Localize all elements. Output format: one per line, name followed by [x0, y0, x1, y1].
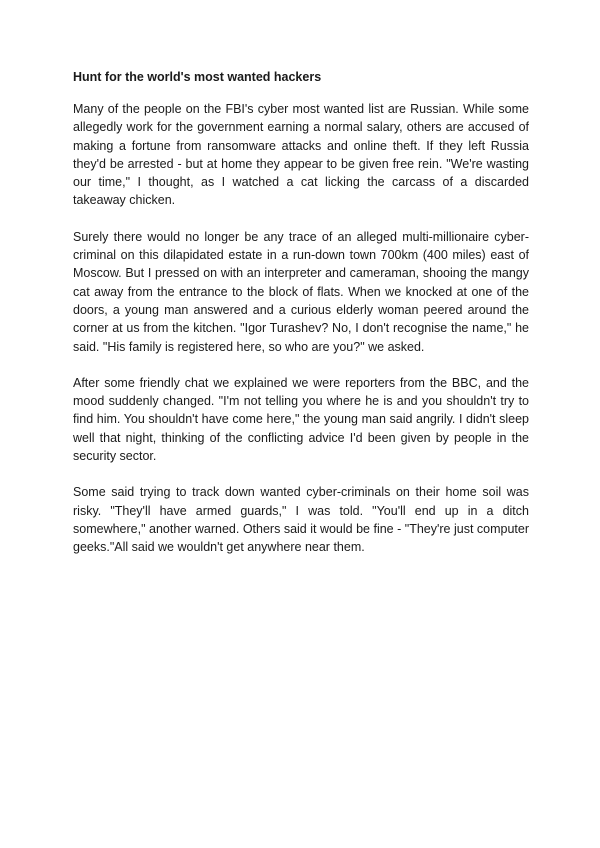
paragraph-4: Some said trying to track down wanted cyber-criminals on their home soil was risky. "They'll have armed guards," I was told. "You'll end up in a ditch somewhere," another warned. Others said it would be fine - "They're just computer geeks."All said we wouldn't get anywhere near them.: [73, 485, 529, 555]
paragraph-3: After some friendly chat we explained we were reporters from the BBC, and the mood suddenly changed. "I'm not telling you where he is and you shouldn't try to find him. You shouldn't have come here," the young man said angrily. I didn't sleep well that night, thinking of the conflicting advice I'd been given by people in the security sector.: [73, 375, 529, 464]
paragraph-1: Many of the people on the FBI's cyber most wanted list are Russian. While some allegedly work for the government earning a normal salary, others are accused of making a fortune from ransomware attacks and online theft. If they left Russia they'd be arrested - but at home they appear to be given free rein. "We're wasting our time," I thought, as I watched a cat licking the carcass of a discarded takeaway chicken.: [73, 102, 529, 208]
document-title: Hunt for the world's most wanted hackers: [73, 70, 322, 84]
paragraph-2: Surely there would no longer be any trace of an alleged multi-millionaire cyber-criminal on this dilapidated estate in a run-down town 700km (400 miles) east of Moscow. But I pressed on with an interpreter and cameraman, shooing the mangy cat away from the entrance to the block of flats. When we knocked at one of the doors, a young man answered and a curious elderly woman peered around the corner at us from the kitchen. "Igor Turashev? No, I don't recognise the name," he said. "His family is registered here, so who are you?" we asked.: [73, 229, 529, 354]
document-body: [73, 68, 529, 575]
